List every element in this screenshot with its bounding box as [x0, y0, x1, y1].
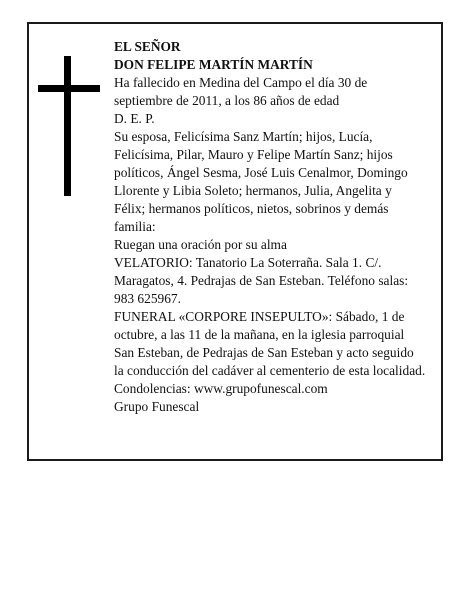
funeral-company: Grupo Funescal — [114, 399, 200, 414]
deceased-name: DON FELIPE MARTÍN MARTÍN — [114, 57, 313, 72]
title-line-1: EL SEÑOR — [114, 39, 181, 54]
wake-info: VELATORIO: Tanatorio La Soterraña. Sala 1. C/. Maragatos, 4. Pedrajas de San Esteban. Teléfono salas: 983 625967. — [114, 255, 409, 306]
cross-vertical-bar — [64, 56, 71, 196]
cross-icon — [38, 56, 100, 196]
family-list: Su esposa, Felicísima Sanz Martín; hijos, Lucía, Felicísima, Pilar, Mauro y Felipe Martín Sanz; hijos políticos, Ángel Sesma, José Luis Cenalmor, Domingo Llorente y Libia Soleto; hermanos, Julia, Angelita y Félix; hermanos políticos, nietos, sobrinos y demás familia: — [114, 129, 408, 234]
cross-horizontal-bar — [38, 85, 100, 92]
obituary-text — [114, 38, 426, 416]
prayer-request: Ruegan una oración por su alma — [114, 237, 287, 252]
condolences-link[interactable]: Condolencias: www.grupofunescal.com — [114, 381, 328, 396]
dep-line: D. E. P. — [114, 111, 155, 126]
passing-statement: Ha fallecido en Medina del Campo el día 30 de septiembre de 2011, a los 86 años de edad — [114, 75, 368, 108]
funeral-info: FUNERAL «CORPORE INSEPULTO»: Sábado, 1 de octubre, a las 11 de la mañana, en la iglesia parroquial San Esteban, de Pedrajas de San Esteban y acto seguido la conducción del cadáver al cementerio de esta localidad. — [114, 309, 426, 378]
